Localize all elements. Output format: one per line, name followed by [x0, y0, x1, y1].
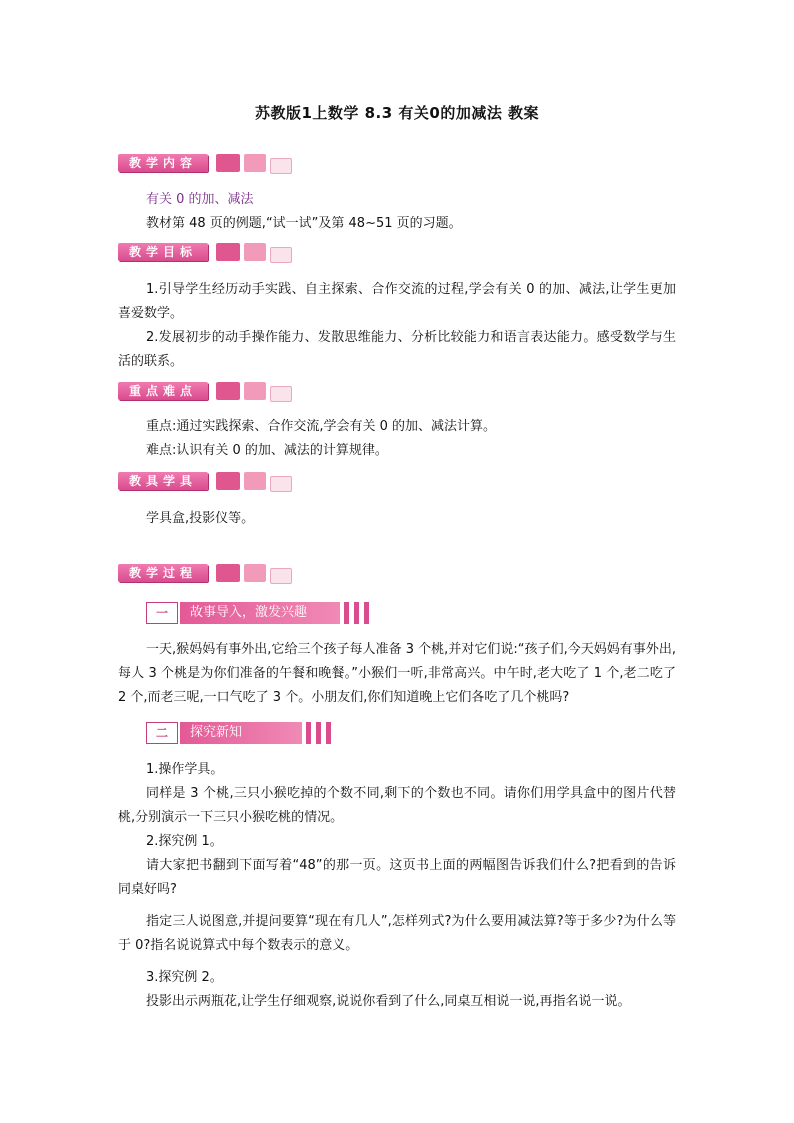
step-3-text: 投影出示两瓶花,让学生仔细观察,说说你看到了什么,同桌互相说一说,再指名说一说。: [146, 994, 631, 1009]
section-tag: 教学内容: [118, 154, 208, 172]
decor-square: [244, 243, 266, 261]
decor-stripes: [344, 602, 374, 624]
process-part-1-banner: [146, 602, 382, 624]
process-part-2-banner: [146, 722, 336, 744]
part-number: 一: [146, 602, 178, 624]
decor-square: [244, 564, 266, 582]
decor-square: [244, 382, 266, 400]
part-number: 二: [146, 722, 178, 744]
decor-square: [216, 243, 240, 261]
part-title: 故事导入，激发兴趣: [180, 602, 340, 624]
section-label-content: [118, 154, 294, 174]
decor-square: [270, 386, 292, 402]
step-1-heading: 1.操作学具。: [146, 762, 224, 777]
step-2-text-1: 请大家把书翻到下面写着“48”的那一页。这页书上面的两幅图告诉我们什么?把看到的告诉同桌好吗?: [118, 858, 676, 897]
tools-text: 学具盒,投影仪等。: [146, 511, 255, 526]
step-2-text-2: 指定三人说图意,并提问要算“现在有几人”,怎样列式?为什么要用减法算?等于多少?为什么等于 0?指名说说算式中每个数表示的意义。: [118, 914, 676, 953]
goal-2: 2.发展初步的动手操作能力、发散思维能力、分析比较能力和语言表达能力。感受数学与生活的联系。: [118, 330, 676, 369]
decor-stripes: [306, 722, 336, 744]
decor-square: [270, 247, 292, 263]
part-title: 探究新知: [180, 722, 302, 744]
section-label-goals: [118, 243, 294, 263]
step-2-heading: 2.探究例 1。: [146, 834, 223, 849]
goal-1: 1.引导学生经历动手实践、自主探索、合作交流的过程,学会有关 0 的加、减法,让学生更加喜爱数学。: [118, 282, 676, 321]
section-label-tools: [118, 472, 294, 492]
decor-square: [216, 154, 240, 172]
difficult-point: 难点:认识有关 0 的加、减法的计算规律。: [146, 443, 388, 458]
section-tag: 重点难点: [118, 382, 208, 400]
decor-square: [216, 472, 240, 490]
decor-square: [216, 564, 240, 582]
section-label-process: [118, 564, 294, 584]
content-topic: 有关 0 的加、减法: [146, 192, 254, 207]
decor-square: [270, 476, 292, 492]
story-paragraph: 一天,猴妈妈有事外出,它给三个孩子每人准备 3 个桃,并对它们说:“孩子们,今天妈妈有事外出,每人 3 个桃是为你们准备的午餐和晚餐。”小猴们一听,非常高兴。中午时,老大吃了 1 个,老二吃了 2 个,而老三呢,一口气吃了 3 个。小朋友们,你们知道晚上它们各吃了几个桃吗?: [118, 642, 676, 705]
section-tag: 教具学具: [118, 472, 208, 490]
section-tag: 教学过程: [118, 564, 208, 582]
document-title: 苏教版1上数学 8.3 有关0的加减法 教案: [254, 104, 540, 122]
section-tag: 教学目标: [118, 243, 208, 261]
decor-square: [216, 382, 240, 400]
section-label-key: [118, 382, 294, 402]
step-3-heading: 3.探究例 2。: [146, 970, 223, 985]
decor-square: [244, 154, 266, 172]
decor-square: [244, 472, 266, 490]
decor-square: [270, 568, 292, 584]
content-text: 教材第 48 页的例题,“试一试”及第 48~51 页的习题。: [146, 216, 462, 231]
key-point: 重点:通过实践探索、合作交流,学会有关 0 的加、减法计算。: [146, 419, 497, 434]
decor-square: [270, 158, 292, 174]
step-1-text: 同样是 3 个桃,三只小猴吃掉的个数不同,剩下的个数也不同。请你们用学具盒中的图片代替桃,分别演示一下三只小猴吃桃的情况。: [118, 786, 676, 825]
